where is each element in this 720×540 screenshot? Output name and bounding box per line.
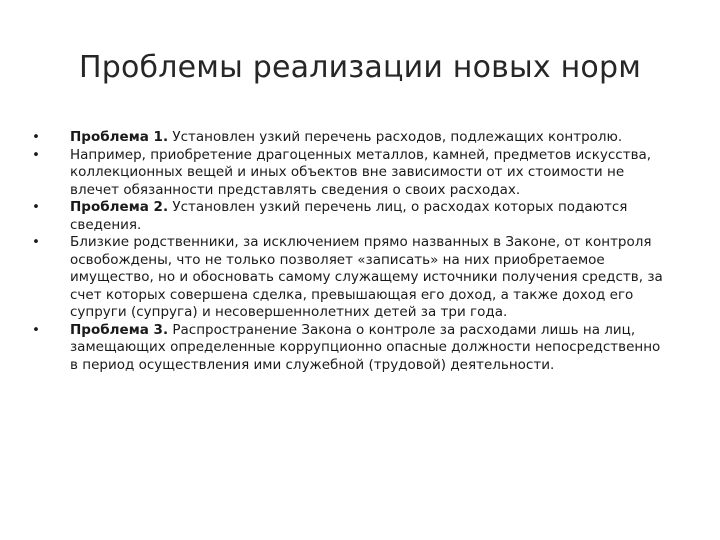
bullet-body: Близкие родственники, за исключением прямо названных в Законе, от контроля освобождены, что не только позволяет «записать» на них приобретаемое имущество, но и обосновать самому служащему источники получения средств, за счет которых совершена сделка, превышающая его доход, а также доход его супруги (супруга) и несовершеннолетних детей за три года. (70, 234, 663, 320)
bullet-text (70, 234, 672, 322)
bullet-list (32, 129, 672, 374)
bullet-body: Установлен узкий перечень расходов, подлежащих контролю. (168, 129, 623, 145)
list-item (32, 129, 672, 147)
bullet-lead: Проблема 3. (70, 321, 169, 338)
bullet-icon: • (32, 234, 40, 250)
bullet-icon: • (32, 129, 40, 145)
list-item (32, 234, 672, 322)
bullet-text (70, 129, 672, 147)
bullet-lead: Проблема 2. (70, 199, 169, 215)
bullet-icon: • (32, 321, 40, 338)
bullet-body: Распространение Закона о контроле за расходами лишь на лиц, замещающих определенные коррупционно опасные должности непосредственно в период осуществления ими служебной (трудовой) деятельности. (70, 321, 661, 373)
list-item (32, 322, 672, 375)
bullet-text (70, 199, 672, 234)
bullet-icon: • (32, 199, 40, 215)
bullet-icon: • (32, 146, 40, 163)
bullet-lead: Проблема 1. (70, 129, 169, 145)
list-item (32, 147, 672, 200)
slide-title: Проблемы реализации новых норм (78, 50, 642, 85)
bullet-text (70, 322, 672, 375)
bullet-body: Установлен узкий перечень лиц, о расходах которых подаются сведения. (70, 199, 628, 233)
list-item (32, 199, 672, 234)
bullet-body: Например, приобретение драгоценных металлов, камней, предметов искусства, коллекционных вещей и иных объектов вне зависимости от их стоимости не влечет обязанности представлять сведения о своих расходах. (70, 146, 652, 198)
bullet-text (70, 147, 672, 200)
